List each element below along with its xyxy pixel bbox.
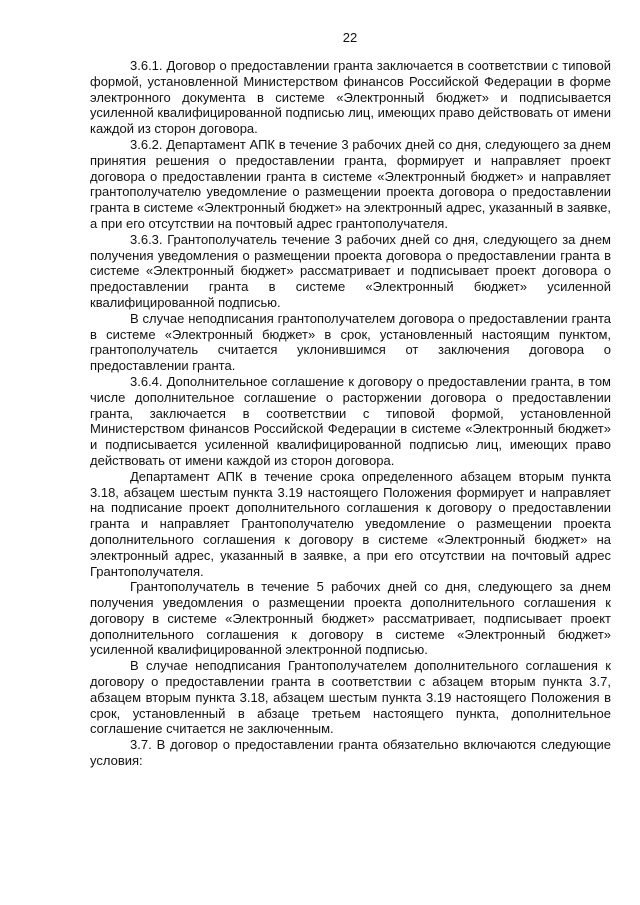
paragraph-grantee-additional-agreement: Грантополучатель в течение 5 рабочих дней со дня, следующего за днем получения уведомления о размещении проекта дополнительного соглашения к договору в системе «Электронный бюджет» рассматривает, подписывает проект дополнительного соглашения к договору в системе «Электронный бюджет» усиленной квалифицированной электронной подписью. xyxy=(90,579,611,658)
paragraph-3-6-3: 3.6.3. Грантополучатель течение 3 рабочих дней со дня, следующего за днем получения уведомления о размещении проекта договора о предоставлении гранта в системе «Электронный бюджет» рассматривает и подписывает проект договора о предоставлении гранта в системе «Электронный бюджет» усиленной квалифицированной подписью. xyxy=(90,231,611,310)
paragraph-3-6-1: 3.6.1. Договор о предоставлении гранта заключается в соответствии с типовой формой, установленной Министерством финансов Российской Федерации в форме электронного документа в системе «Электронный бюджет» и подписывается усиленной квалифицированной подписью лиц, имеющих право действовать от имени каждой из сторон договора. xyxy=(90,58,611,137)
paragraph-department-additional-agreement: Департамент АПК в течение срока определенного абзацем вторым пункта 3.18, абзацем шестым пункта 3.19 настоящего Положения формирует и направляет на подписание проект дополнительного соглашения к договору о предоставлении гранта и направляет Грантополучателю уведомление о размещении проекта дополнительного соглашения к договору в системе «Электронный бюджет» на электронный адрес, указанный в заявке, а при его отсутствии на почтовый адрес Грантополучателя. xyxy=(90,468,611,579)
document-body xyxy=(90,58,611,769)
paragraph-non-signing-additional-agreement: В случае неподписания Грантополучателем дополнительного соглашения к договору о предоставлении гранта в соответствии с абзацем вторым пункта 3.7, абзацем вторым пункта 3.18, абзацем шестым пункта 3.19 настоящего Положения в срок, установленный в абзаце третьем настоящего пункта, дополнительное соглашение считается не заключенным. xyxy=(90,658,611,737)
paragraph-3-6-4: 3.6.4. Дополнительное соглашение к договору о предоставлении гранта, в том числе дополнительное соглашение о расторжении договора о предоставлении гранта, заключается в соответствии с типовой формой, установленной Министерством финансов Российской Федерации в системе «Электронный бюджет» и подписывается усиленной квалифицированной подписью лиц, имеющих право действовать от имени каждой из сторон договора. xyxy=(90,373,611,468)
paragraph-non-signing-contract: В случае неподписания грантополучателем договора о предоставлении гранта в системе «Электронный бюджет» в срок, установленный настоящим пунктом, грантополучатель считается уклонившимся от заключения договора о предоставлении гранта. xyxy=(90,310,611,374)
page-number: 22 xyxy=(342,30,358,45)
paragraph-3-7: 3.7. В договор о предоставлении гранта обязательно включаются следующие условия: xyxy=(90,737,611,769)
paragraph-3-6-2: 3.6.2. Департамент АПК в течение 3 рабочих дней со дня, следующего за днем принятия решения о предоставлении гранта, формирует и направляет проект договора о предоставлении гранта в системе «Электронный бюджет» и направляет грантополучателю уведомление о размещении проекта договора о предоставлении гранта в системе «Электронный бюджет» на электронный адрес, указанный в заявке, а при его отсутствии на почтовый адрес грантополучателя. xyxy=(90,136,611,231)
